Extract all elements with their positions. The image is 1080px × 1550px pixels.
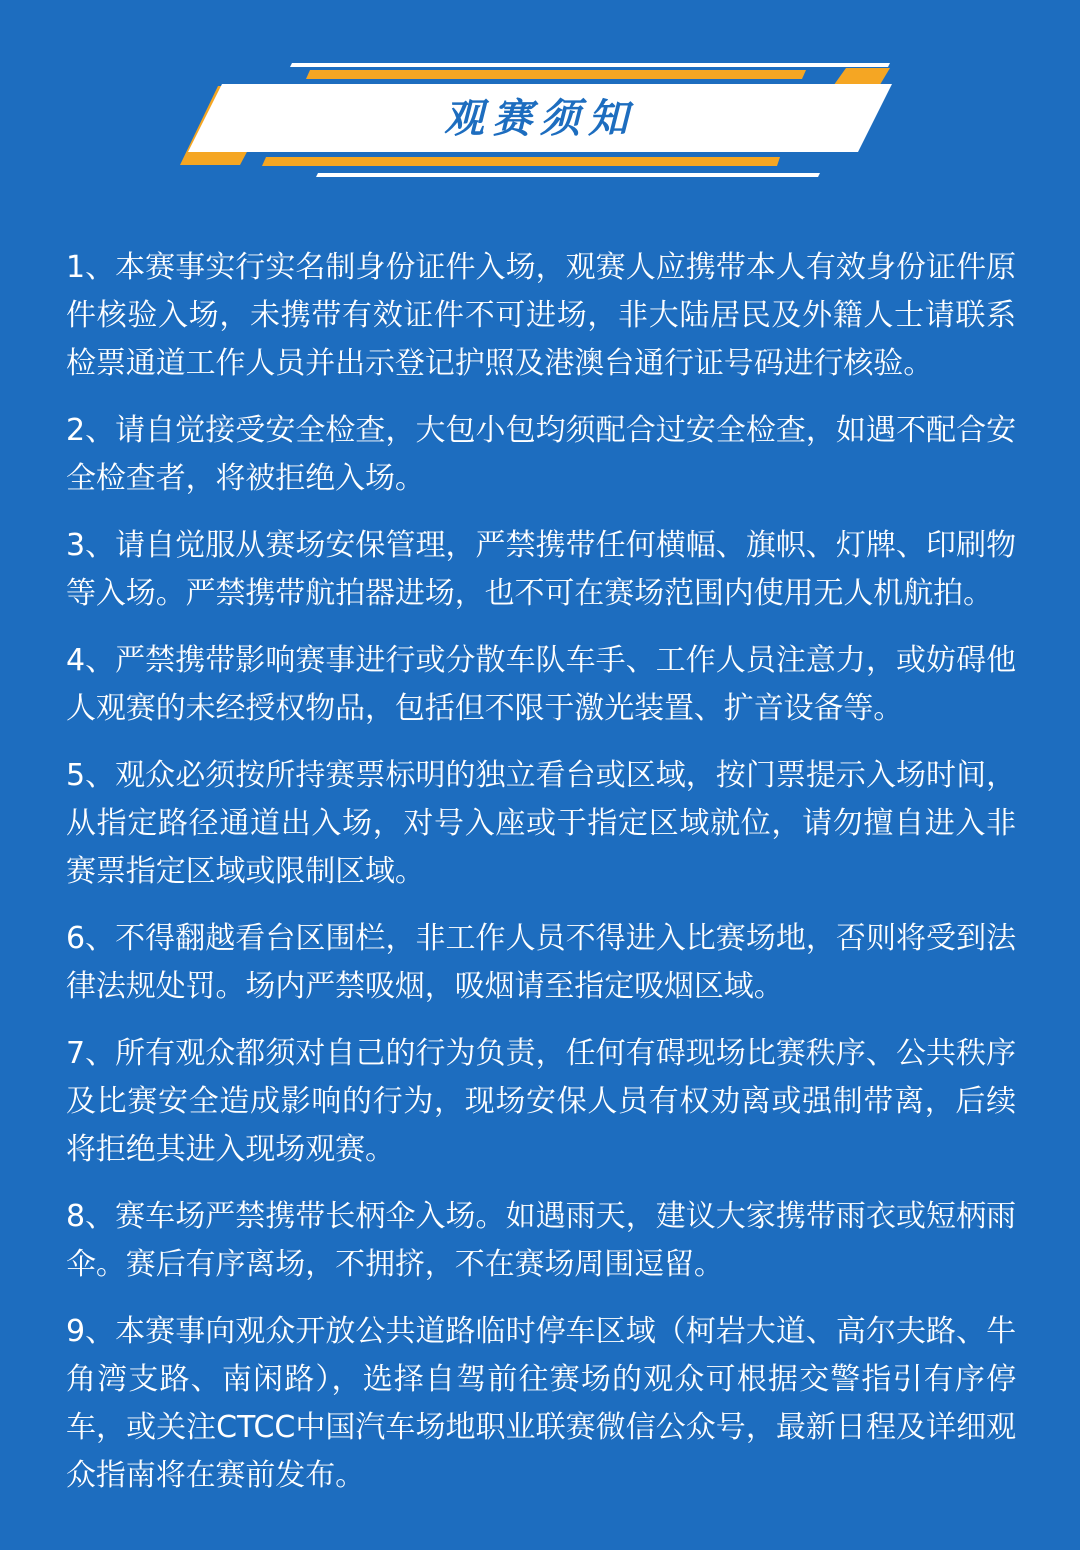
notice-item-6: 6、不得翻越看台区围栏，非工作人员不得进入比赛场地，否则将受到法律法规处罚。场内严禁吸烟，吸烟请至指定吸烟区域。: [66, 921, 1016, 1004]
notice-item-2: 2、请自觉接受安全检查，大包小包均须配合过安全检查，如遇不配合安全检查者，将被拒绝入场。: [66, 413, 1016, 496]
notice-item-3: 3、请自觉服从赛场安保管理，严禁携带任何横幅、旗帜、灯牌、印刷物等入场。严禁携带航拍器进场，也不可在赛场范围内使用无人机航拍。: [66, 528, 1016, 611]
banner-bottom-line: [316, 173, 820, 177]
page-title: 观赛须知: [444, 96, 636, 142]
notice-item-4: 4、严禁携带影响赛事进行或分散车队车手、工作人员注意力，或妨碍他人观赛的未经授权物品，包括但不限于激光装置、扩音设备等。: [66, 643, 1016, 726]
banner-top-line: [290, 63, 890, 67]
notice-item-9: 9、本赛事向观众开放公共道路临时停车区域（柯岩大道、高尔夫路、牛角湾支路、南闲路），选择自驾前往赛场的观众可根据交警指引有序停车，或关注CTCC中国汽车场地职业联赛微信公众号，最新日程及详细观众指南将在赛前发布。: [66, 1314, 1016, 1493]
banner-bottom-stripe: [262, 157, 780, 166]
notice-item-7: 7、所有观众都须对自己的行为负责，任何有碍现场比赛秩序、公共秩序及比赛安全造成影响的行为，现场安保人员有权劝离或强制带离，后续将拒绝其进入现场观赛。: [66, 1036, 1016, 1167]
notice-list: [66, 244, 1016, 1519]
banner-top-stripe: [306, 70, 806, 79]
notice-item-5: 5、观众必须按所持赛票标明的独立看台或区域，按门票提示入场时间，从指定路径通道出入场，对号入座或于指定区域就位，请勿擅自进入非赛票指定区域或限制区域。: [66, 758, 1016, 889]
notice-item-8: 8、赛车场严禁携带长柄伞入场。如遇雨天，建议大家携带雨衣或短柄雨伞。赛后有序离场，不拥挤，不在赛场周围逗留。: [66, 1199, 1016, 1282]
notice-item-1: 1、本赛事实行实名制身份证件入场，观赛人应携带本人有效身份证件原件核验入场，未携带有效证件不可进场，非大陆居民及外籍人士请联系检票通道工作人员并出示登记护照及港澳台通行证号码进行核验。: [66, 250, 1016, 381]
